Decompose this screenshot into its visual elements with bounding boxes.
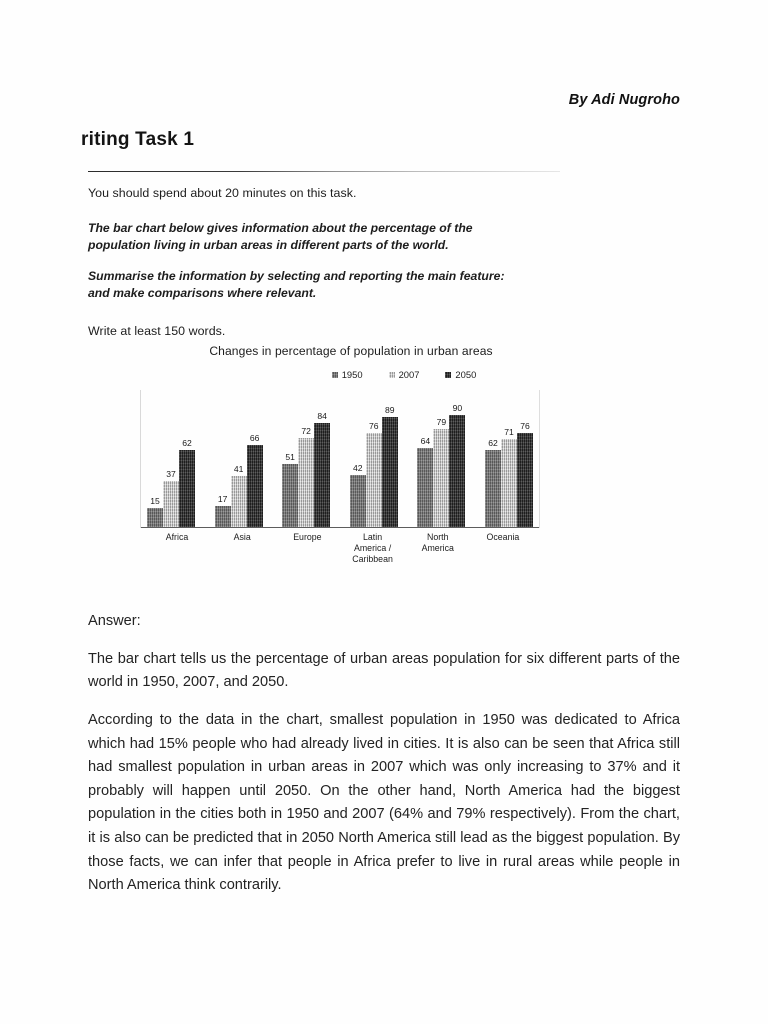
bar-value-label: 37 [166, 469, 176, 480]
category-label: Latin America / Caribbean [352, 532, 393, 564]
chart-plot-area [140, 390, 540, 528]
bar-1950 [147, 496, 163, 527]
bar-1950 [417, 435, 433, 527]
bar-1950 [282, 451, 298, 527]
bar-value-label: 42 [353, 462, 363, 473]
bar-1950 [485, 438, 501, 527]
chart-description-line-1: The bar chart below gives information about the percentage of the [88, 221, 473, 235]
bar-group [485, 420, 533, 527]
bar-2007 [433, 417, 449, 527]
chart-category-axis [140, 532, 540, 565]
bar-2007 [298, 425, 314, 527]
category-label: Africa [165, 532, 189, 542]
category-label: Oceania [486, 532, 520, 542]
bar-value-label: 17 [217, 493, 228, 504]
bar-2050 [179, 438, 195, 527]
bar-value-label: 62 [182, 438, 192, 449]
bar-value-label: 89 [385, 404, 395, 415]
page-title: riting Task 1 [81, 129, 195, 150]
legend-swatch-2007 [389, 372, 395, 378]
chart-title: Changes in percentage of population in urban areas [209, 344, 493, 358]
bar-2007 [366, 420, 382, 527]
answer-paragraph-2: According to the data in the chart, smallest population in 1950 was dedicated to Africa which had 15% people who had already lived in cities. It is also can be seen that Africa still had smallest population in urban areas in 2007 which was only increasing to 37% and it probably will happen until 2050. On the other hand, North America had the biggest population in the cities both in 1950 and 2007 (64% and 79% respectively). From the chart, it is also can be predicted that in 2050 North America still lead as the biggest population. By those facts, we can infer that people in Africa prefer to live in rural areas while people in North America think contrarily. [88, 711, 680, 894]
category-label: Europe [293, 532, 322, 542]
bar-value-label: 90 [452, 403, 463, 414]
bar-value-label: 41 [233, 464, 244, 475]
time-instruction: You should spend about 20 minutes on this task. [88, 186, 357, 200]
legend-label-2050: 2050 [455, 369, 477, 380]
bar-value-label: 51 [285, 451, 295, 462]
title-divider [88, 171, 560, 172]
bar-value-label: 84 [317, 410, 327, 421]
bar-2050 [449, 403, 465, 527]
bar-2050 [517, 420, 533, 527]
task-prompt [88, 186, 558, 338]
legend-item-2050 [445, 369, 476, 380]
bar-group [215, 433, 263, 527]
legend-item-1950 [332, 369, 363, 380]
bar-value-label: 76 [520, 420, 530, 431]
legend-item-2007 [389, 369, 420, 380]
answer-section [88, 610, 680, 912]
bar-value-label: 71 [504, 426, 514, 437]
bar-chart [140, 344, 540, 584]
bar-group [147, 438, 195, 527]
chart-legend [268, 369, 540, 380]
bar-group [282, 410, 330, 527]
answer-label: Answer: [88, 613, 141, 629]
task-instruction-line-1: Summarise the information by selecting and reporting the main feature: [88, 268, 505, 283]
bar-value-label: 72 [301, 425, 311, 436]
legend-label-1950: 1950 [341, 369, 363, 380]
chart-baseline [141, 527, 539, 528]
bar-value-label: 76 [369, 420, 379, 431]
legend-swatch-2050 [445, 372, 451, 378]
chart-bar-groups [147, 390, 533, 527]
bar-2050 [382, 404, 398, 527]
chart-description-line-2: population living in urban areas in different parts of the world. [88, 238, 449, 253]
bar-value-label: 79 [436, 417, 447, 428]
category-label: North America [421, 532, 454, 553]
legend-swatch-1950 [332, 372, 338, 378]
bar-1950 [215, 493, 231, 527]
category-label: Asia [233, 532, 251, 542]
bar-value-label: 64 [420, 435, 431, 446]
bar-value-label: 62 [488, 438, 498, 449]
bar-value-label: 15 [150, 496, 160, 507]
bar-2007 [231, 464, 247, 527]
bar-group [350, 404, 398, 527]
legend-label-2007: 2007 [398, 369, 420, 380]
bar-2007 [501, 426, 517, 527]
bar-1950 [350, 462, 366, 527]
answer-paragraph-1: The bar chart tells us the percentage of urban areas population for six different parts of the world in 1950, 2007, and 2050. [88, 650, 680, 691]
word-count-instruction: Write at least 150 words. [88, 324, 226, 339]
bar-value-label: 66 [249, 433, 260, 444]
task-instruction-line-2: and make comparisons where relevant. [88, 285, 317, 300]
bar-2007 [163, 469, 179, 527]
bar-2050 [314, 410, 330, 527]
bar-group [417, 403, 465, 527]
author-byline: By Adi Nugroho [568, 92, 680, 108]
bar-2050 [247, 433, 263, 527]
